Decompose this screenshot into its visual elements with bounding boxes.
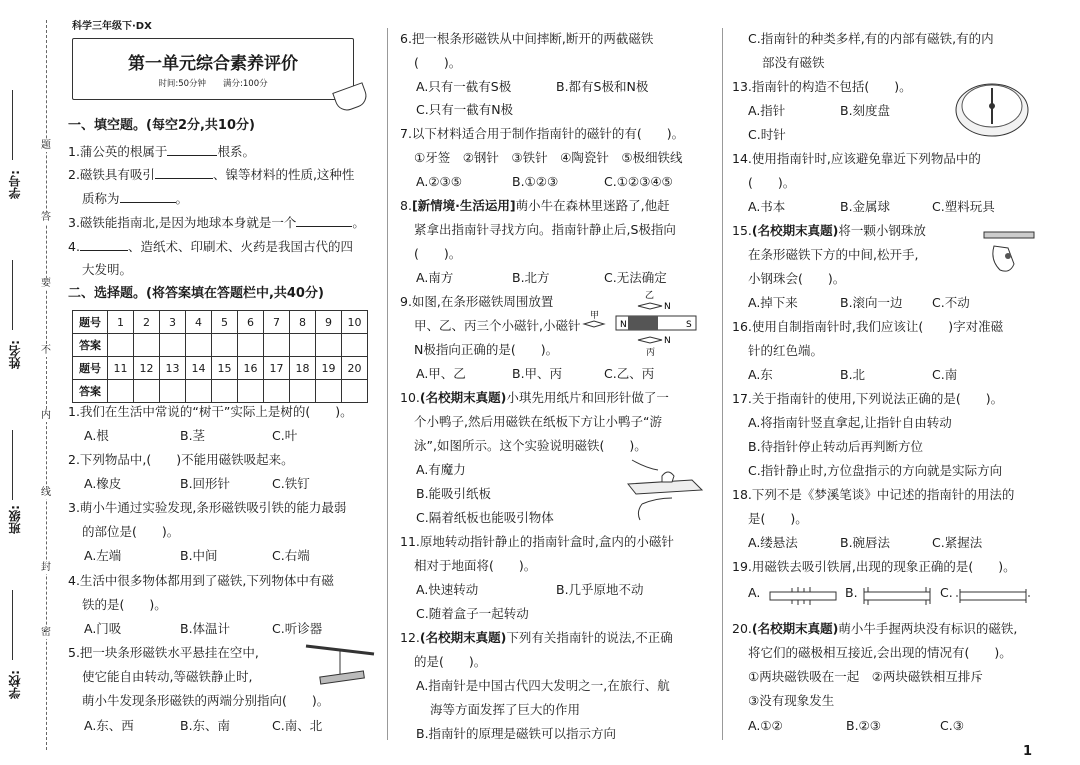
question-12: 12.(名校期末真题)下列有关指南针的说法,不正确 bbox=[400, 630, 673, 645]
svg-text:N: N bbox=[620, 320, 627, 330]
question-14: 14.使用指南针时,应该避免靠近下列物品中的 bbox=[732, 151, 981, 166]
fill-q4: 4. 、造纸术、印刷术、火药是我国古代的四 bbox=[68, 239, 353, 254]
question-13: 13.指南针的构造不包括( )。 bbox=[732, 79, 912, 94]
svg-text:S: S bbox=[686, 320, 692, 330]
question-19: 19.用磁铁去吸引铁屑,出现的现象正确的是( )。 bbox=[732, 559, 1016, 574]
question-20: 20.(名校期末真题)萌小牛手握两块没有标识的磁铁, bbox=[732, 621, 1018, 636]
paper-duck-figure bbox=[622, 454, 706, 524]
question-17: 17.关于指南针的使用,下列说法正确的是( )。 bbox=[732, 391, 1004, 406]
title-box bbox=[72, 38, 354, 100]
question-4: 4.生活中很多物体都用到了磁铁,下列物体中有磁 bbox=[68, 573, 334, 588]
field-student-id: 学号: bbox=[8, 170, 22, 199]
field-class: 班级: bbox=[8, 505, 22, 534]
hanging-magnet-figure bbox=[300, 640, 380, 692]
question-10: 10.(名校期末真题)小琪先用纸片和回形针做了一 bbox=[400, 390, 669, 405]
iron-filings-option-b bbox=[860, 584, 934, 608]
svg-text:乙: 乙 bbox=[645, 291, 655, 301]
question-18: 18.下列不是《梦溪笔谈》中记述的指南针的用法的 bbox=[732, 487, 1015, 502]
exam-page: 学号: 姓名: 班级: 学校: 题 答 要 不 内 线 封 密 科学三年级下·DX 第一单元综合素养评价 时间:50分钟 满分:100分 一、填空题。(每空2分,共10分) 1.蒲公英的根属于 根系。 2.磁铁具有吸引 、镍等材料的性质,这种性 质称为 。 3.磁铁能指南北,是因为地球本身就是一个 。 4. 、造纸术、印刷术、火药是我国古代的四 大发明。 二、选择题。(将答案填在答题栏中,共40分) 题号 1 2 3 4 5 6 7 8 9 10 答案 题号 11 12 13 14 15 16 17 18 19 20 答案 1.我们在生活中常说的“树干”实际上是树的( )。 A.根 B.茎 C.叶 2.下列物品中,( )不能用磁铁吸起来。 A.橡皮 B.回形针 C.铁钉 3.萌小牛通过实验发现,条形磁铁吸引铁的能力最弱 的部位是( )。 A.左端 B.中间 C.右端 4.生活中很多物体都用到了磁铁,下列物体中有磁 铁的是( )。 A.门吸 B.体温计 C.听诊器 5.把一块条形磁铁水平悬挂在空中, 使它能自由转动,等磁铁静止时, 萌小牛发现条形磁铁的两端分别指向( )。 A.东、西 B.东、南 C.南、北 6.把一根条形磁铁从中间摔断,断开的两截磁铁 ( )。 A.只有一截有S极 B.都有S极和N极 C.只有一截有N极 7.以下材料适合用于制作指南针的磁针的有( )。 ①牙签 ②钢针 ③铁针 ④陶瓷针 ⑤极细铁线 A.②③⑤ B.①②③ C.①②③④⑤ 8.[新情境·生活运用]萌小牛在森林里迷路了,他赶 紧拿出指南针寻找方向。指南针静止后,S极指向 ( )。 A.南方 B.北方 C.无法确定 9.如图,在条形磁铁周围放置 甲、乙、丙三个小磁针,小磁针 N极指向正确的是( )。 A.甲、乙 B.甲、丙 C.乙、丙 乙 N 甲 N S N 丙 10.(名校期末真题)小琪先用纸片和回形针做了一 个小鸭子,然后用磁铁在纸板下方让小鸭子“游 泳”,如图所示。这个实验说明磁铁( )。 A.有魔力 B.能吸引纸板 C.隔着纸板也能吸引物体 11.原地转动指针静止的指南针盒时,盒内的小磁针 相对于地面将( )。 A.快速转动 B.几乎原地不动 C.随着盒子一起转动 12.(名校期末真题)下列有关指南针的说法,不正确 的是( )。 A.指南针是中国古代四大发明之一,在旅行、航 海等方面发挥了巨大的作用 B.指南针的原理是磁铁可以指示方向 C.指南针的种类多样,有的内部有磁铁,有的内 部没有磁铁 13.指南针的构造不包括( )。 A.指针 B.刻度盘 C.时针 14.使用指南针时,应该避免靠近下列物品中的 ( )。 A.书本 B.金属球 C.塑料玩具 15.(名校期末真题)将一颗小钢珠放 在条形磁铁下方的中间,松开手, 小钢珠会( )。 A.掉下来 B.滚向一边 C.不动 16.使用自制指南针时,我们应该让( )字对准磁 针的红色端。 A.东 B.北 C.南 17.关于指南针的使用,下列说法正确的是( )。 A.将指南针竖直拿起,让指针自由转动 B.待指针停止转动后再判断方位 C.指针静止时,方位盘指示的方向就是实际方向 18.下列不是《梦溪笔谈》中记述的指南针的用法的 是( )。 A.缕悬法 B.碗唇法 C.紧握法 19.用磁铁去吸引铁屑,出现的现象正确的是( )。 A. B. C. 20.(名校期末真题)萌小牛手握两块没有标识的磁铁, 将它们的磁极相互接近,会出现的情况有( )。 ①两块磁铁吸在一起 ②两块磁铁相互排斥 ③没有现象发生 A.①② B.②③ C.③ 1 bbox=[0, 0, 1080, 765]
section-fill-blank: 一、填空题。(每空2分,共10分) bbox=[68, 118, 255, 133]
answer-table: 题号 1 2 3 4 5 6 7 8 9 10 答案 题号 11 12 13 14 15 16 17 18 19 20 答案 bbox=[72, 310, 368, 403]
question-11: 11.原地转动指针静止的指南针盒时,盒内的小磁针 bbox=[400, 534, 674, 549]
question-5: 5.把一块条形磁铁水平悬挂在空中, bbox=[68, 645, 259, 660]
svg-text:N: N bbox=[664, 336, 671, 346]
grade-label: 科学三年级下·DX bbox=[72, 21, 152, 32]
fill-q2: 2.磁铁具有吸引 、镍等材料的性质,这种性 bbox=[68, 167, 355, 182]
page-number: 1 bbox=[1022, 744, 1032, 759]
question-7: 7.以下材料适合用于制作指南针的磁针的有( )。 bbox=[400, 126, 685, 141]
question-1: 1.我们在生活中常说的“树干”实际上是树的( )。 bbox=[68, 404, 353, 419]
svg-text:N: N bbox=[664, 302, 671, 312]
question-2: 2.下列物品中,( )不能用磁铁吸起来。 bbox=[68, 452, 294, 467]
question-8: 8.[新情境·生活运用]萌小牛在森林里迷路了,他赶 bbox=[400, 198, 670, 213]
binding-margin: 学号: 姓名: 班级: 学校: 题 答 要 不 内 线 封 密 bbox=[0, 0, 62, 765]
iron-filings-option-c bbox=[956, 584, 1030, 608]
fill-q1: 1.蒲公英的根属于 根系。 bbox=[68, 144, 255, 159]
section-choice: 二、选择题。(将答案填在答题栏中,共40分) bbox=[68, 286, 324, 301]
page-title: 第一单元综合素养评价 bbox=[128, 54, 298, 74]
time-score: 时间:50分钟 满分:100分 bbox=[158, 79, 268, 89]
compass-figure bbox=[952, 74, 1032, 140]
question-15: 15.(名校期末真题)将一颗小钢珠放 bbox=[732, 223, 926, 238]
svg-text:丙: 丙 bbox=[646, 348, 656, 358]
compass-needles-figure bbox=[580, 288, 705, 360]
question-3: 3.萌小牛通过实验发现,条形磁铁吸引铁的能力最弱 bbox=[68, 500, 347, 515]
svg-text:甲: 甲 bbox=[590, 311, 600, 321]
question-9: 9.如图,在条形磁铁周围放置 bbox=[400, 294, 554, 309]
field-school: 学校: bbox=[8, 670, 22, 699]
steel-ball-figure bbox=[980, 226, 1036, 280]
question-6: 6.把一根条形磁铁从中间摔断,断开的两截磁铁 bbox=[400, 31, 654, 46]
fill-q3: 3.磁铁能指南北,是因为地球本身就是一个 。 bbox=[68, 215, 365, 230]
cut-line bbox=[46, 20, 47, 750]
iron-filings-option-a bbox=[766, 584, 840, 608]
field-name: 姓名: bbox=[8, 340, 22, 369]
question-16: 16.使用自制指南针时,我们应该让( )字对准磁 bbox=[732, 319, 1004, 334]
